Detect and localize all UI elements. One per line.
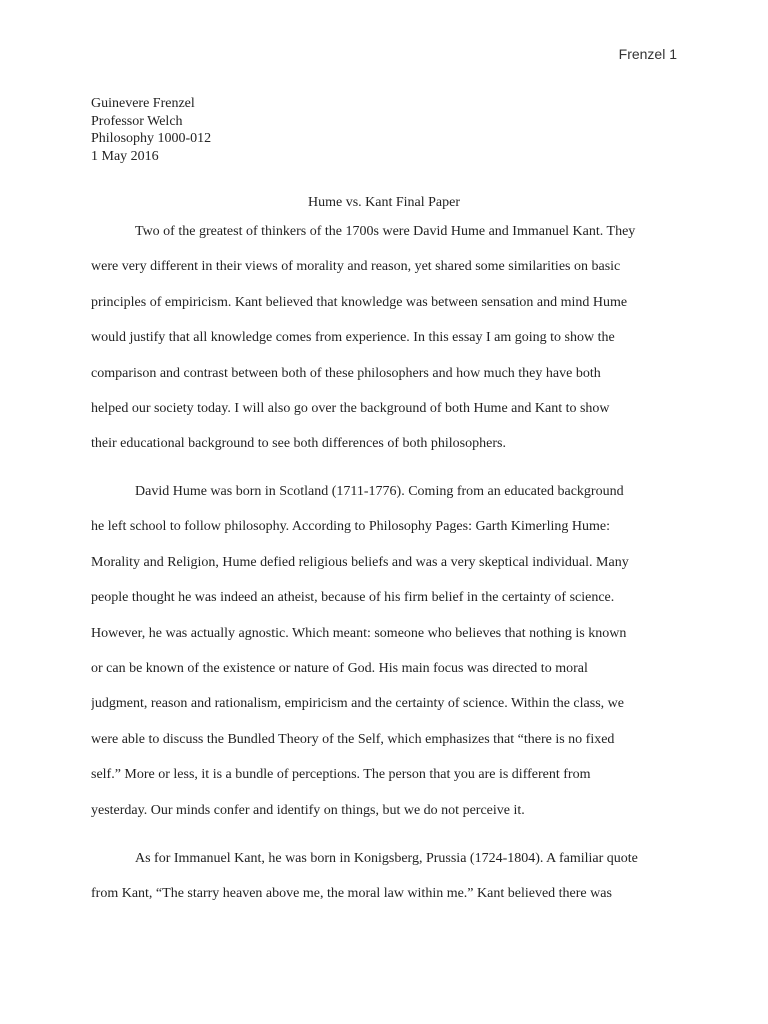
paragraph-line: he left school to follow philosophy. According to Philosophy Pages: Garth Kimerling Hume: (91, 519, 610, 535)
professor-name: Professor Welch (91, 113, 183, 129)
paragraph-line: were able to discuss the Bundled Theory of the Self, which emphasizes that “there is no fixed (91, 731, 615, 747)
paragraph-kant (91, 850, 681, 921)
paragraph-introduction (91, 223, 681, 471)
paragraph-line: yesterday. Our minds confer and identify on things, but we do not perceive it. (91, 802, 525, 818)
paragraph-hume (91, 483, 681, 837)
course-name: Philosophy 1000-012 (91, 131, 212, 146)
paragraph-line: judgment, reason and rationalism, empiricism and the certainty of science. Within the class, we (91, 696, 624, 712)
paragraph-line: people thought he was indeed an atheist, because of his firm belief in the certainty of science. (91, 590, 615, 606)
paragraph-line: their educational background to see both differences of both philosophers. (91, 436, 506, 452)
paragraph-line: or can be known of the existence or nature of God. His main focus was directed to moral (91, 660, 588, 676)
paper-date: 1 May 2016 (91, 148, 159, 164)
student-name: Guinevere Frenzel (91, 96, 195, 111)
paper-title: Hume vs. Kant Final Paper (307, 195, 461, 210)
paragraph-line: However, he was actually agnostic. Which meant: someone who believes that nothing is known (91, 625, 627, 641)
paragraph-line: principles of empiricism. Kant believed that knowledge was between sensation and mind Hume (91, 294, 628, 310)
paragraph-line: self.” More or less, it is a bundle of perceptions. The person that you are is different from (91, 767, 591, 783)
paragraph-line: from Kant, “The starry heaven above me, the moral law within me.” Kant believed there was (91, 886, 612, 902)
paragraph-line: Morality and Religion, Hume defied religious beliefs and was a very skeptical individual. Many (91, 554, 629, 570)
paragraph-line: would justify that all knowledge comes from experience. In this essay I am going to show the (91, 330, 615, 346)
mla-heading (91, 95, 681, 165)
paragraph-line: were very different in their views of morality and reason, yet shared some similarities on basic (91, 259, 621, 275)
paragraph-line: helped our society today. I will also go over the background of both Hume and Kant to show (91, 400, 610, 416)
paragraph-line: Two of the greatest of thinkers of the 1700s were David Hume and Immanuel Kant. They (135, 224, 636, 239)
paragraph-line: David Hume was born in Scotland (1711-1776). Coming from an educated background (135, 484, 624, 499)
running-header: Frenzel 1 (618, 46, 677, 62)
paragraph-line: comparison and contrast between both of these philosophers and how much they have both (91, 365, 601, 381)
paragraph-line: As for Immanuel Kant, he was born in Konigsberg, Prussia (1724-1804). A familiar quote (135, 851, 638, 866)
